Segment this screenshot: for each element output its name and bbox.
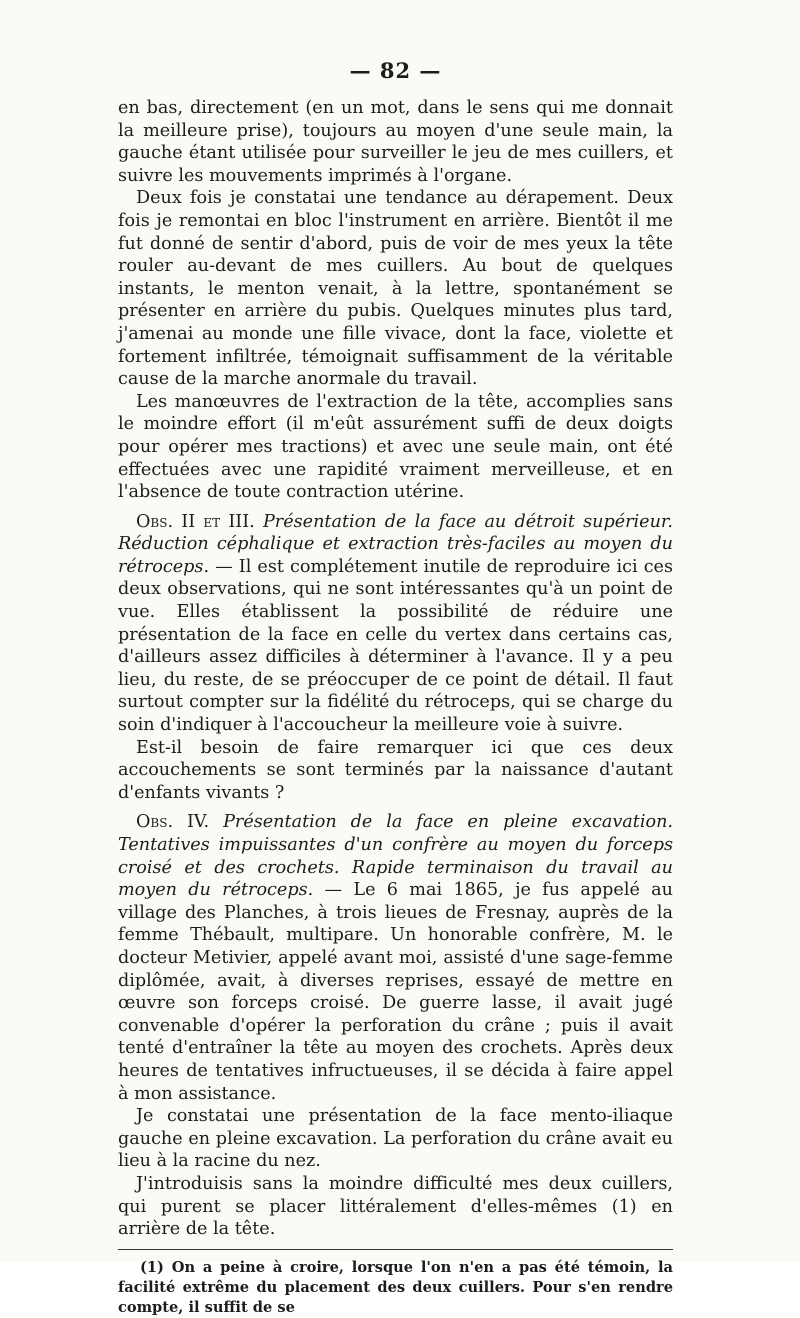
paragraph-introduisis: J'introduisis sans la moindre difficulté mes deux cuillers, qui purent se placer littéralement d'elles-mêmes (1) en arrière de la tête. bbox=[118, 1173, 673, 1240]
observation-2-3-body: — Il est complétement inutile de reproduire ici ces deux observations, qui ne sont intéressantes qu'à un point de vue. Elles établissent la possibilité de réduire une présentation de la face en celle du vertex dans certains cas, d'ailleurs assez difficiles à déterminer à l'avance. Il y a peu lieu, du reste, de se préoccuper de ce point de détail. Il faut surtout compter sur la fidélité du rétroceps, qui se charge du soin d'indiquer à l'accoucheur la meilleure voie à suivre. bbox=[118, 556, 673, 736]
observation-4-body: — Le 6 mai 1865, je fus appelé au village des Planches, à trois lieues de Fresnay, auprès de la femme Thébault, multipare. Un honorable confrère, M. le docteur Metivier, appelé avant moi, assisté d'une sage-femme diplômée, avait, à diverses reprises, essayé de mettre en œuvre son forceps croisé. De guerre lasse, il avait jugé convenable d'opérer la perforation du crâne ; puis il avait tenté d'entraîner la tête au moyen des crochets. Après deux heures de tentatives infructueuses, il se décida à faire appel à mon assistance. bbox=[118, 880, 674, 1104]
observation-2-3 bbox=[118, 511, 673, 737]
paragraph-continuation: en bas, directement (en un mot, dans le sens qui me donnait la meilleure prise), toujours au moyen d'une seule main, la gauche étant utilisée pour surveiller le jeu de mes cuillers, et suivre les mouvements imprimés à l'organe. bbox=[118, 98, 673, 186]
footnote bbox=[118, 1258, 673, 1318]
page-number: — 82 — bbox=[349, 58, 442, 83]
footnote-rule bbox=[118, 1249, 673, 1250]
footnote-text: (1) On a peine à croire, lorsque l'on n'en a pas été témoin, la facilité extrême du placement des deux cuillers. Pour s'en rendre compte, il suffit de se bbox=[118, 1258, 673, 1316]
observation-2-3-title: Présentation de la face au détroit supérieur. Réduction céphalique et extraction très-faciles au moyen du rétroceps. bbox=[118, 511, 673, 577]
paragraph-question: Est-il besoin de faire remarquer ici que ces deux accouchements se sont terminés par la naissance d'autant d'enfants vivants ? bbox=[118, 737, 673, 803]
text-column bbox=[118, 58, 673, 1318]
observation-2-3-label: Obs. II et III. bbox=[136, 511, 255, 532]
observation-4-title: Présentation de la face en pleine excavation. Tentatives impuissantes d'un confrère au moyen du forceps croisé et des crochets. Rapide terminaison du travail au moyen du rétroceps. bbox=[118, 812, 673, 901]
paragraph-derapement: Deux fois je constatai une tendance au dérapement. Deux fois je remontai en bloc l'instrument en arrière. Bientôt il me fut donné de sentir d'abord, puis de voir de mes yeux la tête rouler au-devant de mes cuillers. Au bout de quelques instants, le menton venait, à la lettre, spontanément se présenter en arrière du pubis. Quelques minutes plus tard, j'amenai au monde une fille vivace, dont la face, violette et fortement infiltrée, témoignait suffisamment de la véritable cause de la marche anormale du travail. bbox=[118, 188, 673, 390]
paragraph-manoeuvres: Les manœuvres de l'extraction de la tête, accomplies sans le moindre effort (il m'eût assurément suffi de deux doigts pour opérer mes tractions) et avec une seule main, ont été effectuées avec une rapidité vraiment merveilleuse, et en l'absence de toute contraction utérine. bbox=[118, 391, 673, 503]
observation-4-label: Obs. IV. bbox=[136, 812, 210, 833]
paragraph-constatai: Je constatai une présentation de la face mento-iliaque gauche en pleine excavation. La perforation du crâne avait eu lieu à la racine du nez. bbox=[118, 1106, 673, 1172]
observation-4 bbox=[118, 811, 673, 1105]
